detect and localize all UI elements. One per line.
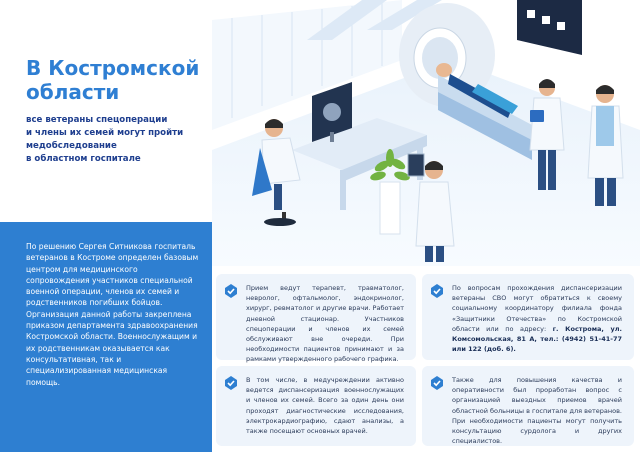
intro-panel [0,222,212,452]
check-badge-icon [430,284,444,298]
card-remote [422,366,634,446]
card-contact [422,274,634,360]
card-reception [216,274,416,364]
page-subtitle: все ветераны спецоперации и члены их семей могут пройти медобследование в областном госпитале [26,115,184,164]
check-badge-icon [430,376,444,390]
check-badge-icon [224,284,238,298]
check-badge-icon [224,376,238,390]
contact-address: г. Кострома, ул. Комсомольская, 81 А, тел.: (4942) 51-41-77 или 122 (доб. 6). [452,324,622,354]
top-strip [0,0,212,10]
remote-text: Также для повышения качества и оперативности был проработан вопрос с организацией выездных приемов врачей областной больницы в госпитале для ветеранов. При необходимости пациенты могут получить консультацию сурдолога и других специалистов. [452,376,622,446]
headline-block [26,56,216,166]
contact-text [452,283,622,354]
intro-text: По решению Сергея Ситникова госпиталь ветеранов в Костроме определен базовым центром для медицинского сопровождения участников специальной военной операции, членов их семей и родственников погибших бойцов. Организация данной работы закреплена приказом департамента здравоохранения Костромской области. Военнослужащим и их родственникам оказывается как консультативная, так и специализированная медицинская помощь. [26,242,199,387]
hospital-illustration [212,0,640,266]
card-exam [216,366,416,446]
contact-intro: По вопросам прохождения диспансеризации ветераны СВО могут обратиться к своему социальному координатору филиала фонда «Защитники Отечества» по Костромской области или по адресу: [452,284,622,333]
reception-text: Прием ведут терапевт, травматолог, невролог, офтальмолог, эндокринолог, хирург, ревматолог и другие врачи. Работает дневной стационар. Участников спецоперации и членов их семей обслуживают вне очереди. При необходимости пациентов принимают и за рамками утвержденного рабочего графика. [246,284,404,364]
exam-text: В том числе, в медучреждении активно ведется диспансеризация военнослужащих и членов их семей. Всего за один день они проходят диагностические исследования, электрокардиографию, сдают анализы, а также посещают основных врачей. [246,376,404,436]
page-title: В Костромской области [26,56,200,104]
notes-area [212,266,640,452]
